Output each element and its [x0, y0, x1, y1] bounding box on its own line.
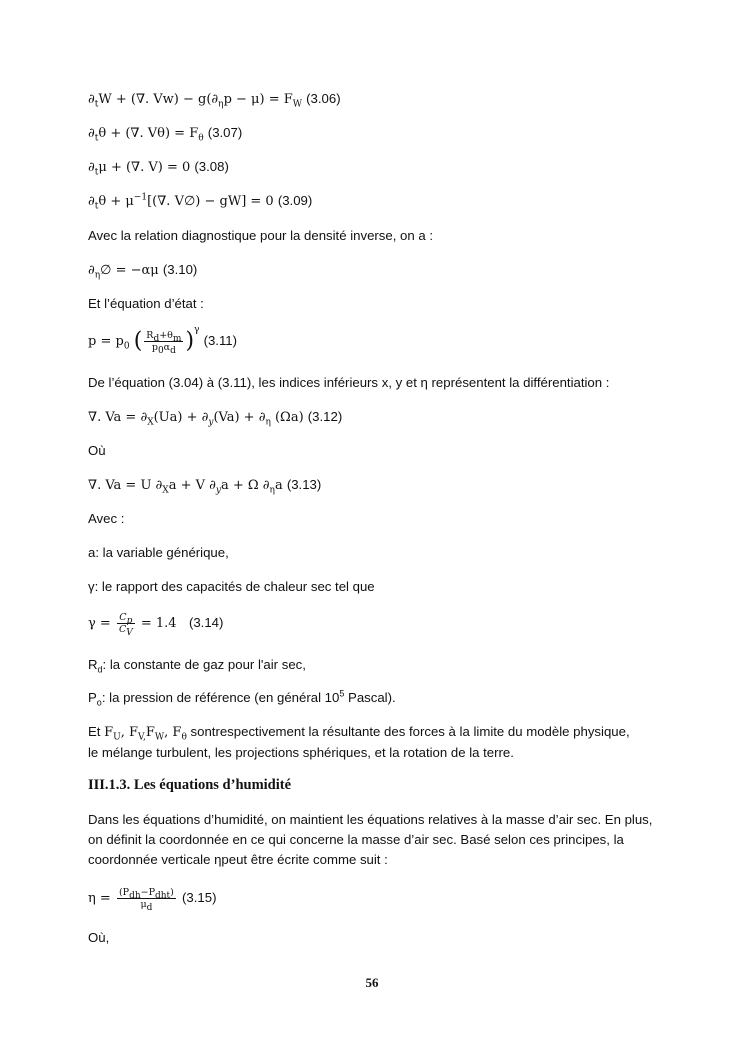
equation-3-10: $\partial_\eta\emptyset = -\alpha\mu$ (3.10)	[88, 262, 198, 281]
definition-rd-text: : la constante de gaz pour l'air sec,	[102, 657, 306, 672]
paragraph-humidite: Dans les équations d’humidité, on maintient les équations relatives à la masse d’air sec. En plus, on définit la coordonnée en ce qui concerne la masse d’air sec. Basé selon ces principes, la coordonnée verticale ηpeut être écrite comme suit :	[88, 812, 653, 867]
equation-label: (3.10)	[162, 262, 198, 277]
page-number: 56	[365, 975, 379, 990]
paragraph-avec: Avec :	[88, 511, 125, 526]
equation-label: (3.12)	[307, 409, 343, 424]
definition-a: a: la variable générique,	[88, 545, 229, 560]
equation-3-13: ∇. Va = U $\partial_Xa + V$ $\partial_ya + \Omega$ $\partial_\eta a$ (3.13)	[88, 477, 322, 496]
equation-label: (3.15)	[182, 890, 217, 905]
equation-3-14: γ = $\frac{C_p}{C_V}$ = 1.4 (3.14)	[88, 612, 224, 638]
paragraph-forces-line2: le mélange turbulent, les projections sphériques, et la rotation de la terre.	[88, 745, 514, 760]
equation-label: (3.08)	[194, 159, 229, 174]
definition-po-text: : la pression de référence (en général 10	[101, 690, 340, 705]
equation-label: (3.14)	[188, 615, 224, 630]
section-heading: III.1.3. Les équations d’humidité	[88, 777, 292, 793]
equation-3-08: $\partial_t\mu$ + (∇. V) = 0 (3.08)	[88, 159, 229, 178]
equation-3-12: ∇. $Va = \partial_X(Ua) + \partial_y(Va) + \partial_\eta$ (Ωa) (3.12)	[88, 409, 343, 428]
equation-label: (3.06)	[306, 91, 341, 106]
paragraph-ou: Où	[88, 443, 106, 458]
paragraph-ou-end: Où,	[88, 930, 110, 945]
paragraph-indices: De l’équation (3.04) à (3.11), les indices inférieurs x, y et η représentent la différentiation :	[88, 375, 610, 390]
definition-gamma: γ: le rapport des capacités de chaleur sec tel que	[88, 579, 375, 594]
paragraph-forces: Et $F_U$, $F_{V,}F_W$, $F_\theta$ sontrespectivement la résultante des forces à la limite du modèle physique,	[88, 724, 630, 743]
equation-label: (3.11)	[203, 333, 238, 348]
paragraph-forces-text: sontrespectivement la résultante des forces à la limite du modèle physique,	[186, 724, 630, 739]
definition-rd: $R_d$: la constante de gaz pour l'air sec,	[88, 657, 306, 675]
equation-3-06: $\partial_tW$ + (∇. $Vw) - g(\partial_\eta p - \mu) = F_W$ (3.06)	[88, 91, 341, 110]
equation-3-15: η = $\frac{(P_{dh}-P_{dht})}{\mu_d}$ (3.15)	[88, 887, 217, 913]
paragraph-etat: Et l’équation d’état :	[88, 296, 204, 311]
equation-label: (3.07)	[207, 125, 243, 140]
equation-label: (3.13)	[286, 477, 322, 492]
equation-3-09: $\partial_t\theta + \mu^{-1}[(\nabla$. V∅) − gW] = 0 (3.09)	[88, 192, 313, 212]
paragraph-diagnostic: Avec la relation diagnostique pour la densité inverse, on a :	[88, 228, 434, 243]
equation-3-07: $\partial_t\theta$ + (∇. $V\theta) = F_\theta$ (3.07)	[88, 125, 243, 144]
definition-po-text-end: Pascal).	[344, 690, 396, 705]
definition-po: $P_o$: la pression de référence (en général $10^5$ Pascal).	[88, 688, 396, 708]
equation-3-11: $p = p_0$ ( $\frac{R_d+\theta_m}{p_0\alpha_d}$ )$^\gamma$ (3.11)	[88, 324, 238, 356]
equation-label: (3.09)	[277, 193, 313, 208]
